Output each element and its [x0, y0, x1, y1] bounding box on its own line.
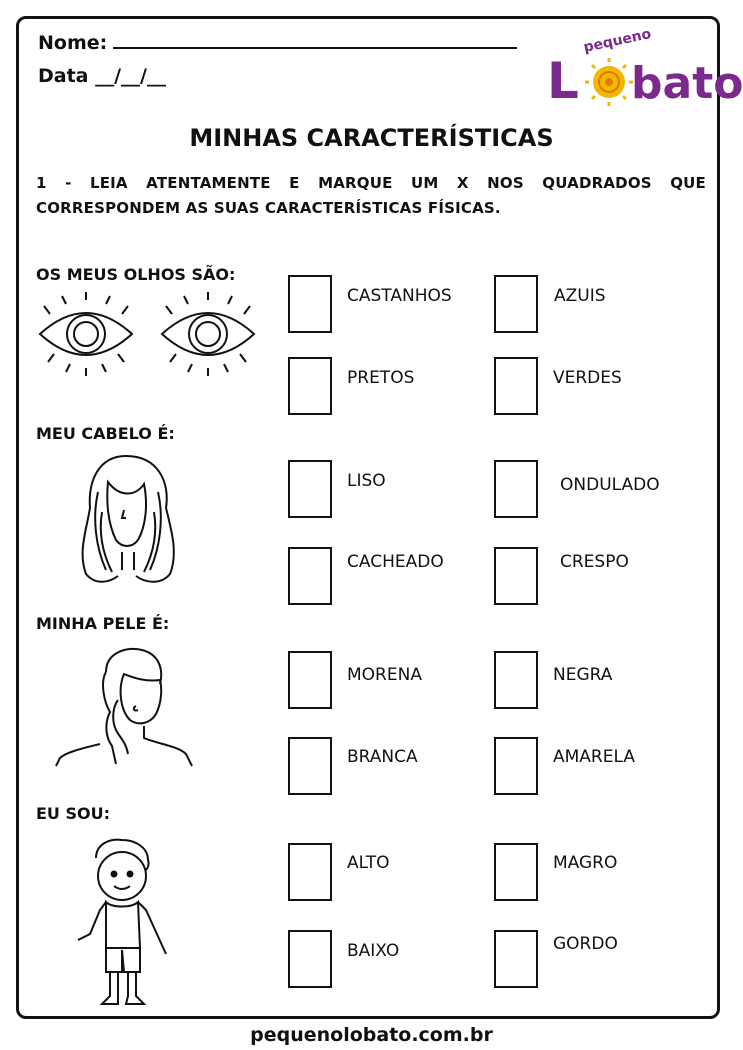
checkbox-castanhos[interactable]	[288, 275, 332, 333]
footer-url[interactable]: pequenolobato.com.br	[250, 1024, 493, 1046]
eye-right-icon	[162, 292, 254, 376]
section-body-label: EU SOU:	[36, 804, 111, 823]
checkbox-magro[interactable]	[494, 843, 538, 901]
checkbox-pretos[interactable]	[288, 357, 332, 415]
option-alto: ALTO	[347, 853, 390, 873]
boy-illustration	[70, 836, 174, 1014]
option-cacheado: CACHEADO	[347, 552, 444, 572]
section-hair-label: MEU CABELO É:	[36, 424, 175, 443]
checkbox-amarela[interactable]	[494, 737, 538, 795]
eyes-illustration	[36, 292, 266, 376]
checkbox-liso[interactable]	[288, 460, 332, 518]
checkbox-ondulado[interactable]	[494, 460, 538, 518]
option-liso: LISO	[347, 471, 386, 491]
option-gordo: GORDO	[553, 934, 618, 954]
checkbox-branca[interactable]	[288, 737, 332, 795]
checkbox-alto[interactable]	[288, 843, 332, 901]
hair-woman-icon	[83, 456, 174, 582]
logo-rest: bato	[631, 58, 743, 109]
option-crespo: CRESPO	[560, 552, 629, 572]
checkbox-verdes[interactable]	[494, 357, 538, 415]
skin-illustration	[54, 644, 194, 770]
option-branca: BRANCA	[347, 747, 418, 767]
option-pretos: PRETOS	[347, 368, 415, 388]
face-hand-icon	[56, 649, 192, 766]
checkbox-crespo[interactable]	[494, 547, 538, 605]
option-verdes: VERDES	[553, 368, 622, 388]
pequeno-lobato-logo	[543, 22, 743, 110]
option-ondulado: ONDULADO	[560, 475, 660, 495]
option-azuis: AZUIS	[554, 286, 606, 306]
eye-left-icon	[40, 292, 132, 376]
checkbox-cacheado[interactable]	[288, 547, 332, 605]
checkbox-baixo[interactable]	[288, 930, 332, 988]
name-line[interactable]	[113, 33, 517, 49]
checkbox-azuis[interactable]	[494, 275, 538, 333]
checkbox-gordo[interactable]	[494, 930, 538, 988]
section-skin-label: MINHA PELE É:	[36, 614, 170, 633]
option-baixo: BAIXO	[347, 941, 400, 961]
instruction-text: 1 - LEIA ATENTAMENTE E MARQUE UM X NOS QUADRADOS QUE CORRESPONDEM AS SUAS CARACTERÍSTICAS FÍSICAS.	[36, 174, 706, 217]
option-magro: MAGRO	[553, 853, 618, 873]
long-hair-illustration	[78, 452, 178, 590]
name-label: Nome:	[38, 32, 108, 54]
date-field[interactable]: Data __/__/__	[38, 65, 166, 87]
name-field[interactable]	[38, 32, 517, 54]
page-title: MINHAS CARACTERÍSTICAS	[189, 124, 554, 152]
logo-small-text: pequeno	[582, 26, 653, 56]
option-morena: MORENA	[347, 665, 422, 685]
checkbox-negra[interactable]	[494, 651, 538, 709]
option-castanhos: CASTANHOS	[347, 286, 452, 306]
sun-icon	[585, 58, 633, 106]
option-amarela: AMARELA	[553, 747, 635, 767]
logo-l: L	[547, 52, 579, 110]
option-negra: NEGRA	[553, 665, 613, 685]
checkbox-morena[interactable]	[288, 651, 332, 709]
section-eyes-label: OS MEUS OLHOS SÃO:	[36, 265, 236, 284]
boy-icon	[78, 840, 166, 1004]
